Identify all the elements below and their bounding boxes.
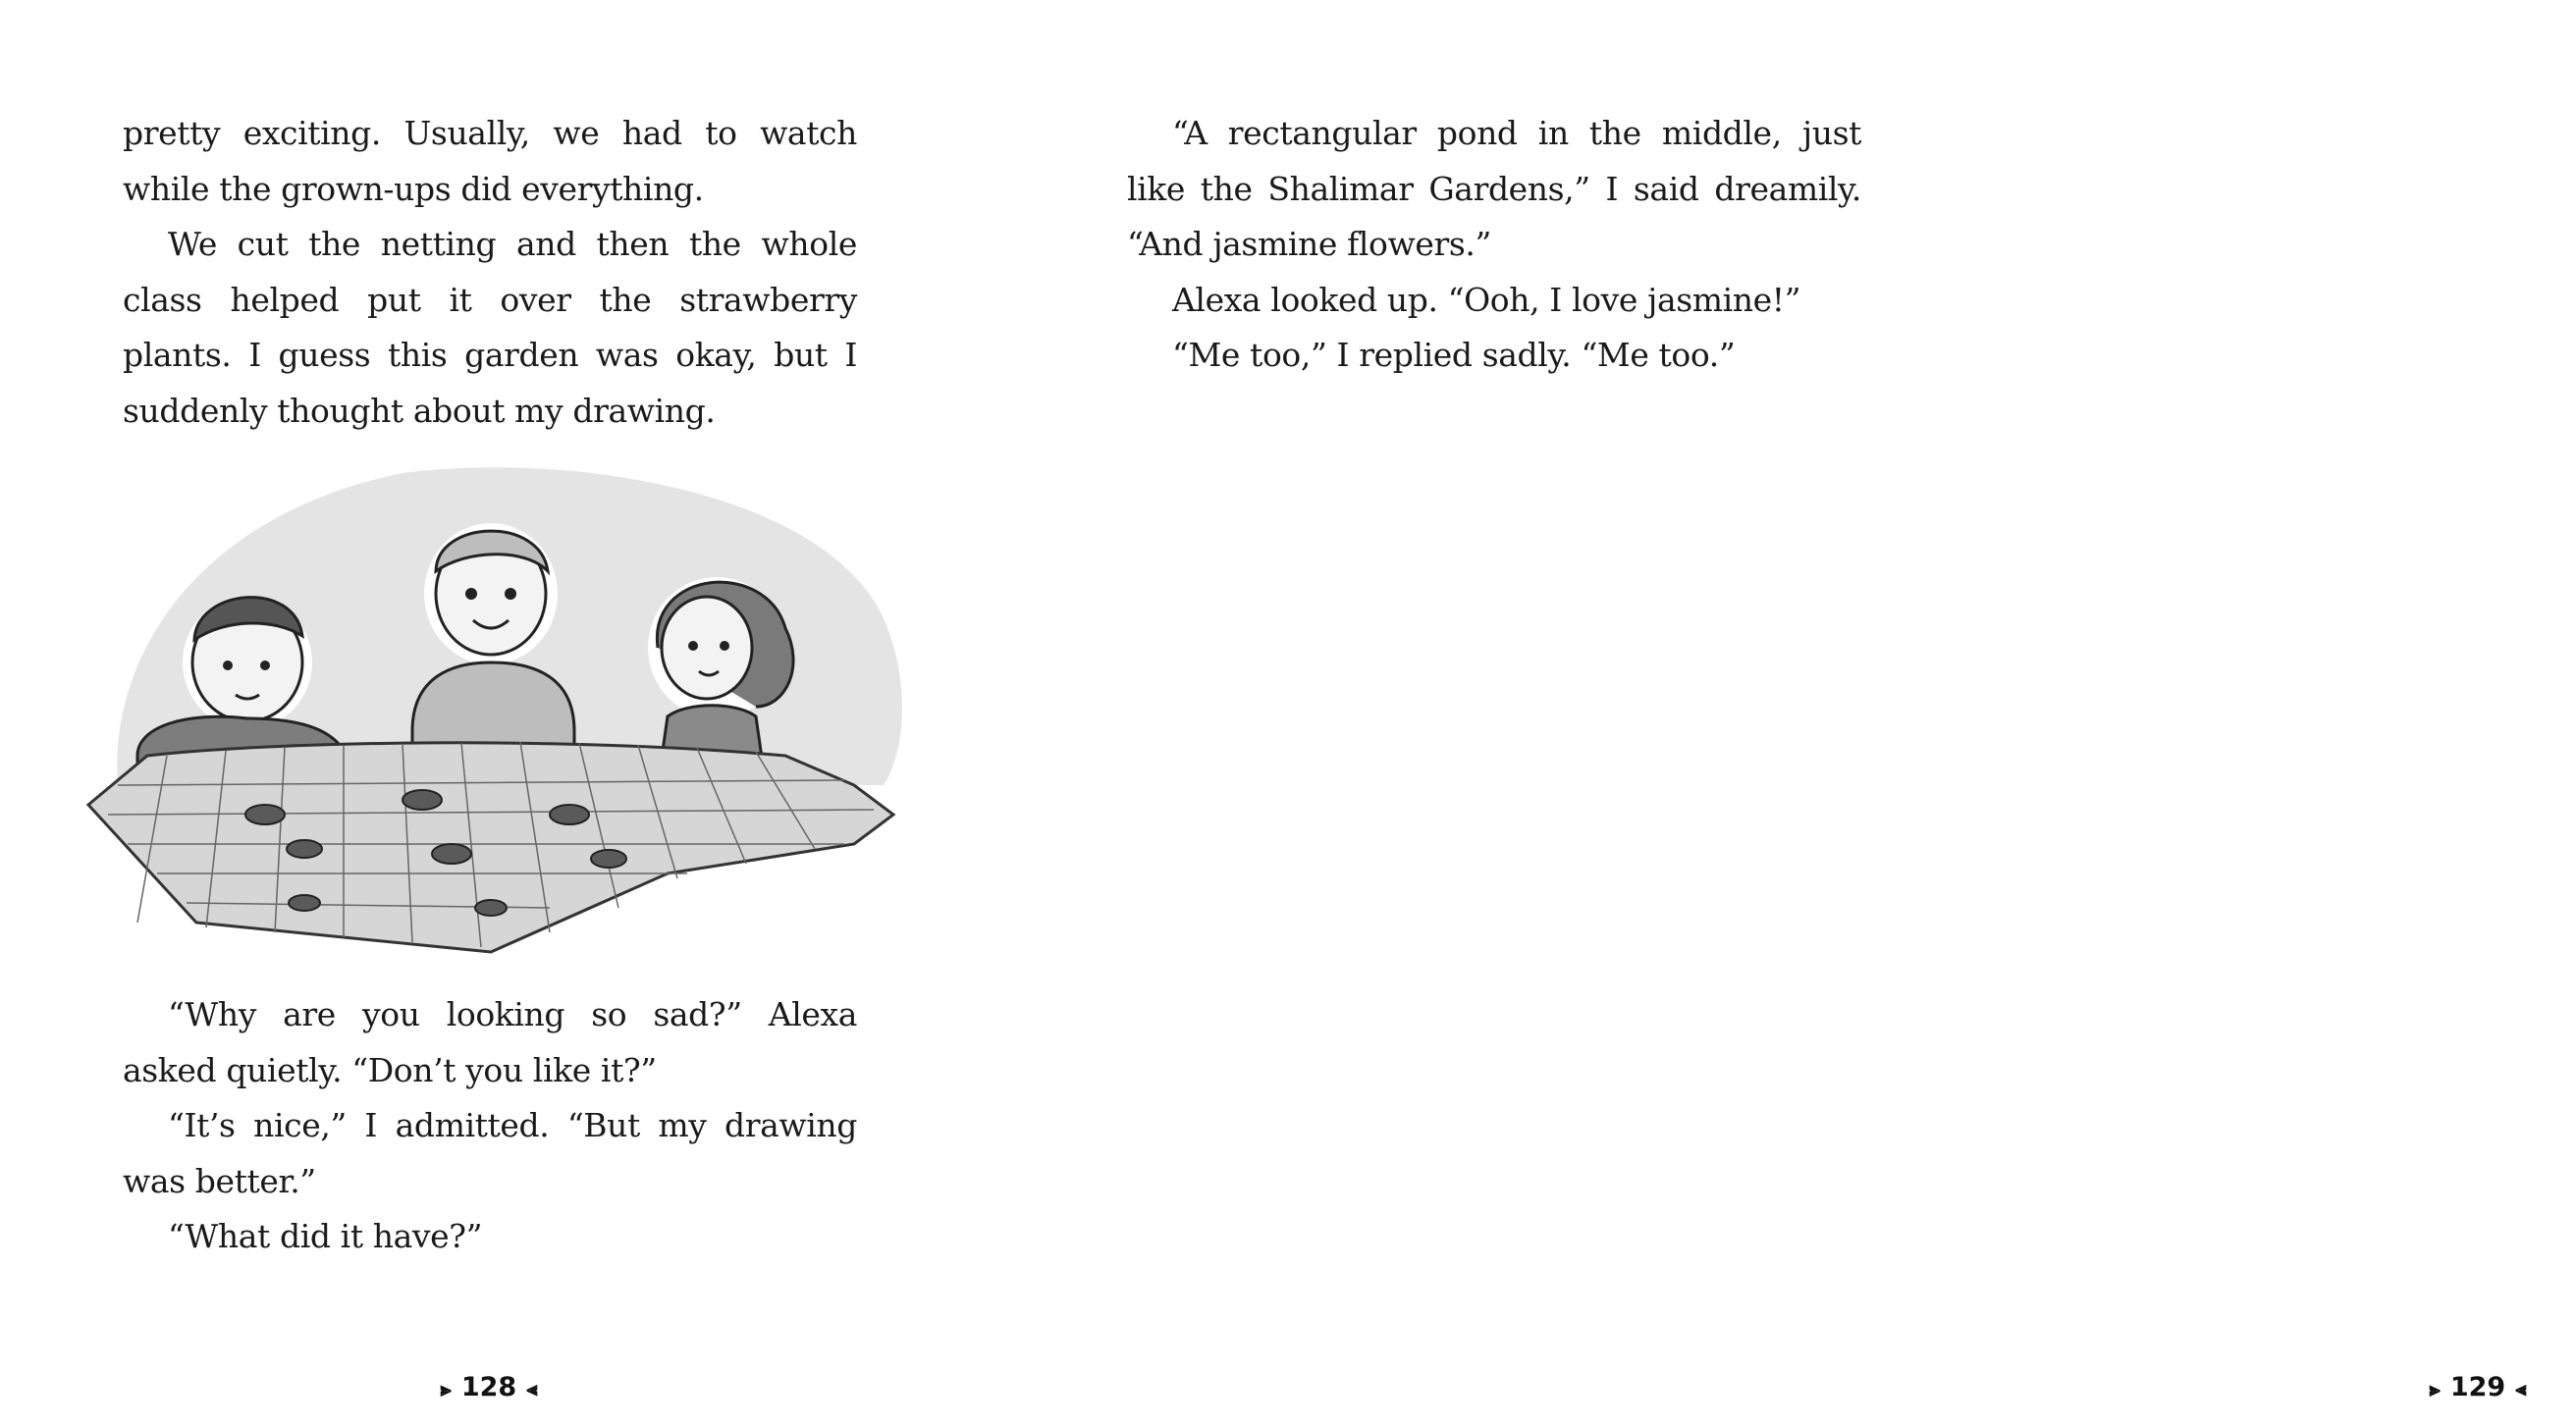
- folio-ornament-right: ⫷: [2515, 1377, 2527, 1401]
- left-bottom-text: [123, 987, 857, 1265]
- paragraph: “It’s nice,” I admitted. “But my drawing was better.”: [123, 1106, 857, 1200]
- paragraph: “A rectangular pond in the middle, just like the Shalimar Gardens,” I said dreamily. “And jasmine flowers.”: [1127, 114, 1861, 263]
- page-number-text: 128: [460, 1372, 517, 1402]
- right-top-text: [1127, 106, 1861, 384]
- paragraph: “Me too,” I replied sadly. “Me too.”: [1172, 336, 1736, 374]
- page-number: [391, 1372, 587, 1402]
- garden-netting: [88, 742, 893, 952]
- page-number: [2380, 1372, 2576, 1402]
- paragraph: pretty exciting. Usually, we had to watch while the grown-ups did everything.: [123, 114, 857, 208]
- three-children-garden-netting-illustration: [79, 461, 923, 962]
- paragraph: “Why are you looking so sad?” Alexa asked quietly. “Don’t you like it?”: [123, 995, 857, 1089]
- paragraph: Alexa looked up. “Ooh, I love jasmine!”: [1172, 280, 1801, 319]
- page-number-text: 129: [2449, 1372, 2506, 1402]
- left-page: [0, 0, 982, 1427]
- paragraph: We cut the netting and then the whole class helped put it over the strawberry plants. I guess this garden was okay, but I suddenly thought about my drawing.: [123, 225, 857, 430]
- folio-ornament-left: ⫸: [2429, 1377, 2441, 1401]
- folio-ornament-left: ⫸: [440, 1377, 452, 1401]
- left-top-text: [123, 106, 857, 439]
- paragraph: “What did it have?”: [168, 1217, 483, 1255]
- folio-ornament-right: ⫷: [526, 1377, 538, 1401]
- right-page: [982, 0, 2527, 1427]
